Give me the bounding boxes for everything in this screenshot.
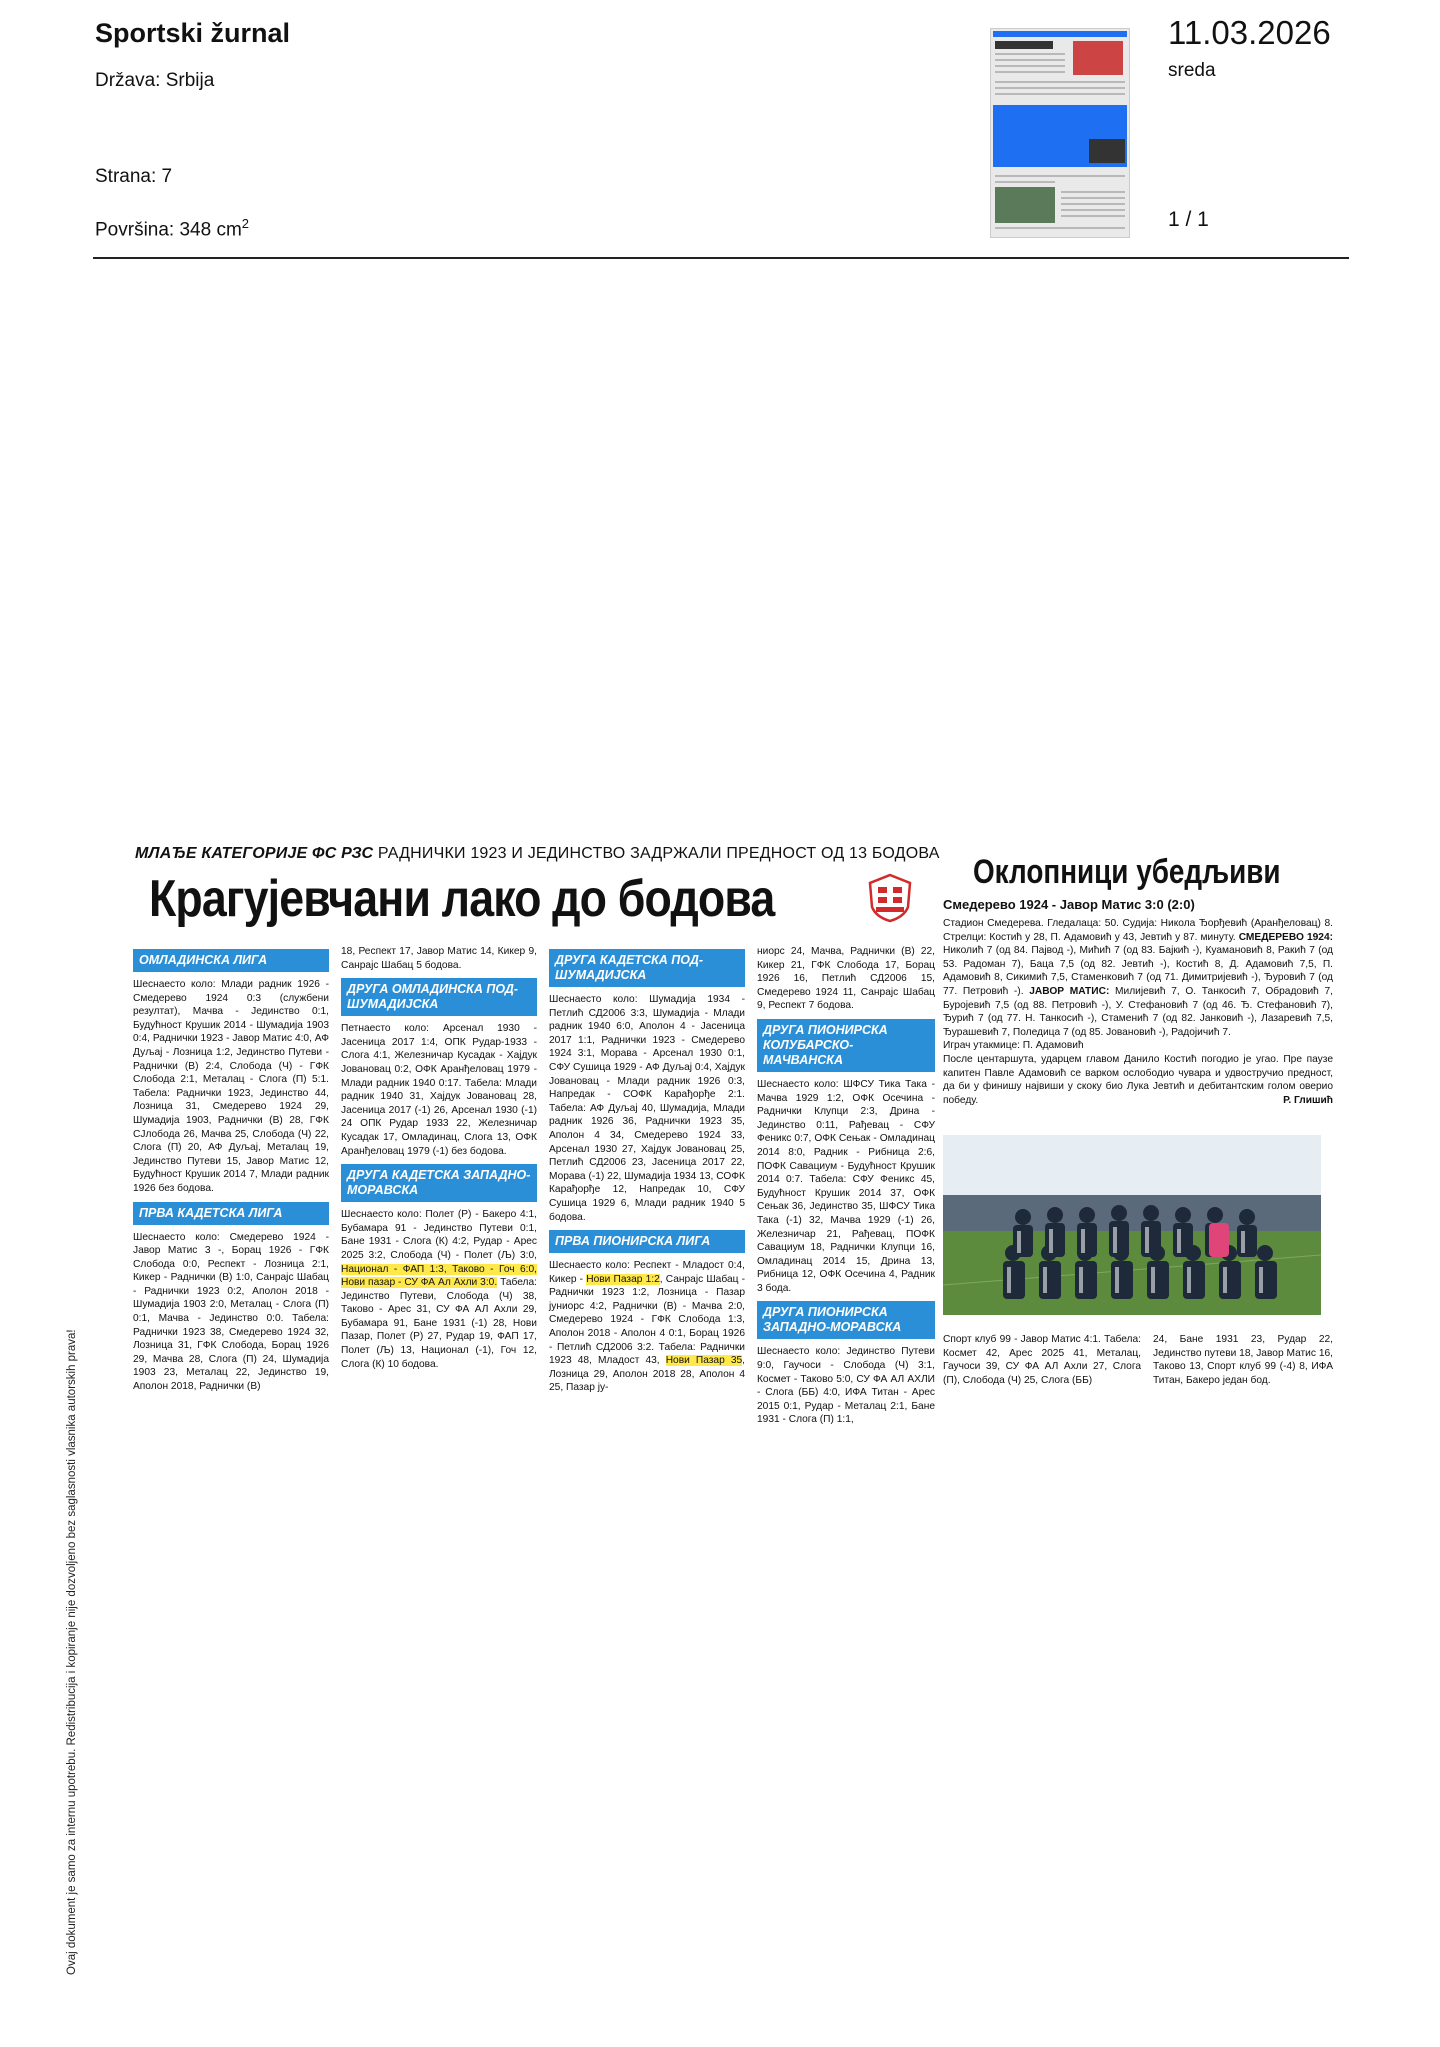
page-thumbnail[interactable] [990, 28, 1130, 238]
publication-title: Sportski žurnal [95, 18, 291, 48]
article-headline: Крагујевчани лако до бодова [149, 870, 775, 928]
section-text-second-youth-sumadija: Петнаесто коло: Арсенал 1930 - Јасеница 2017 1:4, ОПК Рудар-1933 - Слога 4:1, Железничар Кусадак - Хајдук Јовановац 0:2, ОФК Аранђеловац 1979 - Млади радник 1940 0:17. Табела: Млади радник 1940 31, Хајдук Јовановац 28, Јасеница 2017 (-1) 26, Арсенал 1930 (-1) 24 ОПК Рудар 1933 22, Железничар Кусадак 17, Омладинац, Слога 13, ОФК Аранђеловац 1979 (-1) без бодова. [341, 1023, 537, 1157]
section-text-second-cadet-west-morava: Шеснаесто коло: Полет (Р) - Бакеро 4:1, Бубамара 91 - Јединство Путеви 0:1, Бане 1931 - Слога (К) 4:2, Рудар - Арес 2025 3:2, Слобода (Ч) - Полет (Љ) 3:0, Национал - ФАП 1:3, Таково - Гоч 6:0, Нови пазар - СУ ФА Ал Ахли 3:0. Табела: Јединство Путеви, Слобода (Ч) 38, Таково - Арес 31, СУ ФА АЛ Ахли 29, Бубамара 91, Бане 1931 (-1) 28, Нови Пазар, Полет (Р) 27, Рудар 19, ФАП 17, Полет (Љ) 13, Национал (-1), Гоч 12, Слога (К) 10 бодова. [341, 1209, 538, 1370]
section-header-first-cadet-league: ПРВА КАДЕТСКА ЛИГА [133, 1202, 329, 1225]
section-header-second-youth-sumadija: ДРУГА ОМЛАДИНСКА ПОД-ШУМАДИЈСКА [341, 978, 537, 1016]
issue-date: 11.03.2026 [1168, 14, 1331, 51]
section-text-first-cadet-league: Шеснаесто коло: Смедерево 1924 - Јавор Матис 3 -, Борац 1926 - ГФК Слобода 0:0, Респект - Лозница 2:1, Кикер - Раднички (В) 1:0, Санрајс Шабац - Раднички 1923 0:2, Аполон 2018 - Шумадија 1903 2:0, Металац - Слога (П) 0:1, Мачва - Јединство 0:0. Табела: Раднички 1923 38, Смедерево 1924 32, Лозница 31, ГФК Слобода, Борац 1926 29, Мачва 28, Слога (П) 24, Шумадија 1903 23, Металац 22, Јединство 19, Аполон 2018, Раднички (В) [133, 1231, 329, 1393]
continued-text: 18, Респект 17, Јавор Матис 14, Кикер 9, Санрајс Шабац 5 бодова. [341, 946, 537, 971]
section-text-youth-league: Шеснаесто коло: Млади радник 1926 - Смедерево 1924 0:3 (службени резултат), Мачва - Јединство 0:1, Будућност Крушик 2014 - Шумадија 1903 0:4, Раднички 1923 - Јавор Матис 4:0, АФ Дуљај - Лозница 1:2, Јединство Путеви - Раднички (В) 2:4, Слобода (Ч) - ГФК Слобода 2:1, Металац - Слога (П) 5:1. Табела: Раднички 1923, Јединство 44, Лозница 31, Смедерево 1924 29, Шумадија 1903, Раднички (В) 28, ГФК СЈлобода 26, Мачва 25, Слобода (Ч) 22, Слога (П) 20, АФ Дуљај, Металац 19, Јединство Путеви 15, Јавор Матис 12, Будућност Крушик 2014 7, Млади радник 1926 без бодова. [133, 979, 329, 1194]
author-name: Р. Глишић [1283, 1094, 1333, 1106]
section-text-second-pioneer-kolubara: Шеснаесто коло: ШФСУ Тика Така - Мачва 1929 1:2, ОФК Осечина - Раднички Клупци 2:3, Дрина - Јединство 0:11, Рађевац - СФУ Феникс 0:7, ОФК Сењак - Омладинац 2014 8:0, Радник - Рибница 2:6, ПОФК Савациум - Будућност Крушик 2014 0:7. Табела: СФУ Феникс 45, Будућност Крушик 2014 37, ОФК Сењак 36, Јединство 35, ШФСУ Тика Така (-1) 32, Мачва 1929 (-1) 26, Железничар 21, Рађевац, ПОФК Савациум 18, Раднички Клупци 16, Омладинац 2014 15, Дрина 13, Рибница 12, ОФК Осечина 4, Радник 3 бода. [757, 1078, 935, 1294]
section-header-second-cadet-sumadija: ДРУГА КАДЕТСКА ПОД-ШУМАДИЈСКА [549, 949, 745, 987]
section-text-second-cadet-sumadija: Шеснаесто коло: Шумадија 1934 - Петлић СД2006 3:3, Шумадија - Млади радник 1940 6:0, Аполон 4 - Јасеница 2017 1:1, Раднички 1923 - Смедерево 1924 3:1, Морава - Арсенал 1930 0:1, СФУ Сушица 1929 - АФ Дуљај 0:4, Хајдук Јовановац - Млади радник 1926 0:3, Напредак - СОФК Карађорђе 2:1. Табела: АФ Дуљај 40, Шумадија, Млади радник 1926 36, Раднички 1923 35, Аполон 4 34, Смедерево 1924 33, Арсенал 1930 27, Хајдук Јовановац 25, Петлић СД2006 23, Јасеница 2017 22, Морава (-1) 22, Шумадија 1934 13, СОФК Карађорђе 12, Напредак 10, СФУ Сушица 1929 6, Млади радник 1940 5 бодова. [549, 994, 745, 1223]
highlighted-standing: Нови Пазар 35 [665, 1355, 743, 1367]
section-text-second-pioneer-west-morava: Шеснаесто коло: Јединство Путеви 9:0, Гаучоси - Слобода (Ч) 3:1, Космет - Таково 5:0, СУ ФА АЛ АХЛИ - Слога (ББ) 4:0, ИФА Титан - Арес 2015 0:1, Рудар - Металац 2:1, Бане 1931 - Слога (П) 1:1, [757, 1346, 935, 1426]
footer-text-left: Спорт клуб 99 - Јавор Матис 4:1. Табела: Космет 42, Арес 2025 41, Металац, Гаучоси 39, СУ ФА АЛ Ахли 27, Слога (П), Слобода (Ч) 25, Слога (ББ) [943, 1334, 1141, 1386]
match-report-title: Оклопници убедљиви [973, 853, 1281, 891]
highlighted-result: Нови Пазар 1:2 [586, 1273, 660, 1285]
team-photo [943, 1135, 1321, 1315]
section-text-first-pioneer-league: Шеснаесто коло: Респект - Младост 0:4, Кикер - Нови Пазар 1:2, Санрајс Шабац - Раднички 1923 1:2, Лозница - Пазар јуниорс 4:2, Раднички (В) - Мачва 2:0, Смедерево 1924 - ГФК Слобода 1:3, Аполон 2018 - Аполон 4 0:1, Борац 1926 - Петлић СД2006 3:2. Табела: Раднички 1923 48, Младост 43, Нови Пазар 35, Лозница 29, Аполон 2018 28, Аполон 4 25, Пазар ју- [549, 1260, 745, 1394]
article-kicker [135, 845, 940, 863]
header-divider [93, 257, 1349, 259]
country-label: Država: Srbija [95, 70, 215, 91]
copyright-notice: Ovaj dokument je samo za internu upotrebu. Redistribucija i kopiranje nije dozvoljeno bez saglasnosti vlasnika autorskih prava! [66, 1329, 78, 1975]
club-crest-icon [868, 873, 912, 923]
area-value: Površina: 348 cm [95, 219, 242, 241]
continued-text: ниорс 24, Мачва, Раднички (В) 22, Кикер 21, ГФК Слобода 17, Борац 1926 16, Петлић СД2006 15, Смедерево 1924 11, Санрајс Шабац 9, Респект 7 бодова. [757, 946, 935, 1012]
section-header-youth-league: ОМЛАДИНСКА ЛИГА [133, 949, 329, 972]
section-header-second-cadet-west-morava: ДРУГА КАДЕТСКА ЗАПАДНО-МОРАВСКА [341, 1164, 537, 1202]
area-label [95, 216, 249, 241]
page-number-label: Strana: 7 [95, 166, 173, 187]
results-column-1 [133, 943, 329, 1394]
issue-weekday: sreda [1168, 60, 1216, 81]
kicker-bold: МЛАЂЕ КАТЕГОРИЈЕ ФС РЗС [135, 845, 374, 862]
article-clipping [133, 845, 1334, 1426]
section-header-first-pioneer-league: ПРВА ПИОНИРСКА ЛИГА [549, 1230, 745, 1253]
footer-text-right: 24, Бане 1931 23, Рудар 22, Јединство путеви 18, Јавор Матис 16, Таково 13, Спорт клуб 99 (-4) 8, ИФА Титан, Бакеро један бод. [1153, 1334, 1333, 1386]
area-unit-exponent: 2 [241, 216, 250, 231]
results-column-4 [757, 945, 935, 1427]
section-header-second-pioneer-west-morava: ДРУГА ПИОНИРСКА ЗАПАДНО-МОРАВСКА [757, 1301, 935, 1339]
results-column-3 [549, 943, 745, 1395]
section-header-second-pioneer-kolubara: ДРУГА ПИОНИРСКА КОЛУБАРСКО-МАЧВАНСКА [757, 1019, 935, 1072]
page-counter: 1 / 1 [1168, 208, 1209, 231]
results-column-2 [341, 945, 537, 1371]
highlighted-result: Национал - ФАП 1:3, Таково - Гоч 6:0, Нови пазар - СУ ФА Ал Ахли 3:0. [341, 1263, 537, 1289]
match-report-score: Смедерево 1924 - Јавор Матис 3:0 (2:0) [943, 897, 1195, 912]
match-report-body: Стадион Смедерева. Гледалаца: 50. Судија: Никола Ђорђевић (Аранђеловац) 8. Стрелци: Костић у 28, П. Адамовић у 43, Јевтић у 87. минуту. СМЕДЕРЕВО 1924: Николић 7 (од 84. Пајвод -), Мићић 7 (од 83. Бајкић -), Куамановић 8, Ракић 7 (од 53. Радоман 7), Баца 7,5 (од 82. Јевтић -), Костић 8, Д. Адамовић 7,5, П. Адамовић 8, Сикимић 7,5, Стаменковић 7 (од 71. Димитријевић -), Ђуровић 7 (од 77. Петровић -). ЈАВОР МАТИС: Милијевић 7, О. Танкосић 7, Обрадовић 7, Буројевић 7,5 (од 88. Петровић -), У. Стефановић 7 (од 46. Ђ. Стефановић 7), Ђурић 7 (од 77. Н. Танкосић -), Стаменић 7 (од 82. Јанковић -), Лазаревић 7,5, Ђурашевић 7, Поледица 7 (од 85. Јовановић -), Радојичић 7. Играч утакмице: П. Адамовић После центаршута, ударцем главом Данило Костић погодио је угао. Пре паузе капитен Павле Адамовић се варком ослободио чувара и удвостручио предност, да би у финишу највиши у скоку био Лука Јевтић и дебитантским голом оверио победу. Р. Глишић [943, 918, 1334, 1106]
kicker-text: РАДНИЧКИ 1923 И ЈЕДИНСТВО ЗАДРЖАЛИ ПРЕДНОСТ ОД 13 БОДОВА [377, 845, 940, 862]
